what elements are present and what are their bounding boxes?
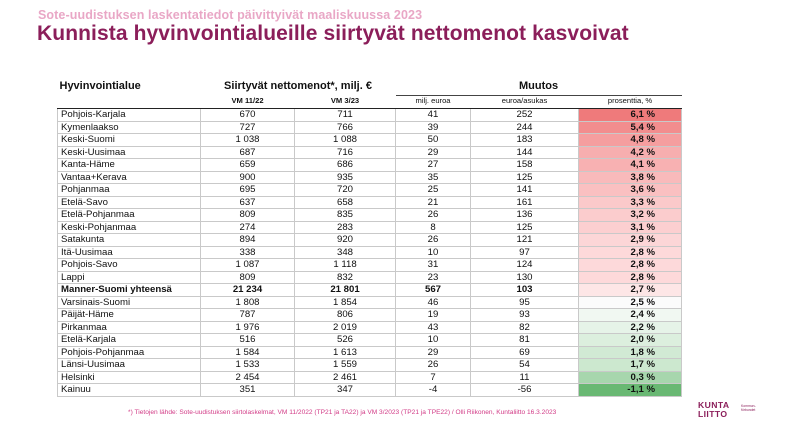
cell-vm3: 21 801 (295, 284, 396, 297)
cell-pct: 3,2 % (579, 209, 682, 222)
cell-asukas: 82 (471, 321, 579, 334)
cell-vm11: 809 (201, 209, 295, 222)
cell-milj: 19 (396, 309, 471, 322)
cell-name: Etelä-Pohjanmaa (58, 209, 201, 222)
cell-vm3: 935 (295, 171, 396, 184)
cell-name: Kanta-Häme (58, 159, 201, 172)
cell-milj: 8 (396, 221, 471, 234)
data-table (57, 80, 682, 397)
header-pros: prosenttia, % (579, 96, 682, 109)
cell-vm3: 1 118 (295, 259, 396, 272)
table-row (58, 171, 682, 184)
cell-vm11: 21 234 (201, 284, 295, 297)
cell-vm11: 809 (201, 271, 295, 284)
cell-vm11: 338 (201, 246, 295, 259)
cell-vm3: 711 (295, 109, 396, 122)
cell-pct: 4,8 % (579, 134, 682, 147)
cell-pct: 3,3 % (579, 196, 682, 209)
cell-milj: 39 (396, 121, 471, 134)
cell-asukas: -56 (471, 384, 579, 397)
cell-pct: 2,8 % (579, 246, 682, 259)
cell-pct: 2,7 % (579, 284, 682, 297)
cell-name: Pohjois-Karjala (58, 109, 201, 122)
cell-name: Keski-Suomi (58, 134, 201, 147)
cell-vm11: 787 (201, 309, 295, 322)
cell-asukas: 141 (471, 184, 579, 197)
cell-pct: 3,1 % (579, 221, 682, 234)
cell-name: Länsi-Uusimaa (58, 359, 201, 372)
table-row (58, 384, 682, 397)
cell-vm3: 1 854 (295, 296, 396, 309)
cell-milj: 25 (396, 184, 471, 197)
table-row (58, 159, 682, 172)
cell-name: Manner-Suomi yhteensä (58, 284, 201, 297)
header-vm11: VM 11/22 (201, 96, 295, 109)
table-row (58, 234, 682, 247)
cell-milj: 50 (396, 134, 471, 147)
cell-vm3: 686 (295, 159, 396, 172)
cell-milj: 567 (396, 284, 471, 297)
cell-asukas: 183 (471, 134, 579, 147)
cell-pct: 3,8 % (579, 171, 682, 184)
table-row (58, 196, 682, 209)
cell-asukas: 11 (471, 371, 579, 384)
cell-pct: -1,1 % (579, 384, 682, 397)
cell-asukas: 136 (471, 209, 579, 222)
cell-milj: 43 (396, 321, 471, 334)
cell-name: Itä-Uusimaa (58, 246, 201, 259)
source-footnote: *) Tietojen lähde: Sote-uudistuksen siirtolaskelmat, VM 11/2022 (TP21 ja TA22) ja VM 3/2023 (TP21 ja TPE22) / Olli Riikonen, Kuntaliitto 16.3.2023 (128, 409, 557, 416)
table-body (58, 109, 682, 397)
table-row (58, 121, 682, 134)
cell-vm11: 695 (201, 184, 295, 197)
cell-milj: 21 (396, 196, 471, 209)
kuntaliitto-logo (698, 401, 758, 427)
cell-pct: 3,6 % (579, 184, 682, 197)
cell-name: Pohjois-Savo (58, 259, 201, 272)
cell-pct: 2,4 % (579, 309, 682, 322)
cell-name: Varsinais-Suomi (58, 296, 201, 309)
cell-asukas: 103 (471, 284, 579, 297)
cell-asukas: 130 (471, 271, 579, 284)
cell-asukas: 69 (471, 346, 579, 359)
cell-name: Kymenlaakso (58, 121, 201, 134)
header-area: Hyvinvointialue (59, 80, 141, 92)
cell-milj: 29 (396, 346, 471, 359)
cell-milj: 35 (396, 171, 471, 184)
cell-name: Keski-Pohjanmaa (58, 221, 201, 234)
cell-asukas: 158 (471, 159, 579, 172)
table-row (58, 109, 682, 122)
cell-vm3: 1 613 (295, 346, 396, 359)
cell-asukas: 97 (471, 246, 579, 259)
logo-side-text: Kommun- förbundet (741, 404, 756, 412)
cell-vm11: 637 (201, 196, 295, 209)
table-row (58, 284, 682, 297)
cell-pct: 2,5 % (579, 296, 682, 309)
table-row (58, 246, 682, 259)
cell-vm11: 1 087 (201, 259, 295, 272)
cell-milj: 46 (396, 296, 471, 309)
cell-vm3: 1 559 (295, 359, 396, 372)
cell-vm3: 720 (295, 184, 396, 197)
cell-name: Helsinki (58, 371, 201, 384)
cell-vm11: 659 (201, 159, 295, 172)
cell-vm3: 835 (295, 209, 396, 222)
cell-vm11: 900 (201, 171, 295, 184)
cell-pct: 1,7 % (579, 359, 682, 372)
cell-milj: 10 (396, 246, 471, 259)
cell-milj: 10 (396, 334, 471, 347)
cell-vm3: 716 (295, 146, 396, 159)
cell-asukas: 81 (471, 334, 579, 347)
cell-vm11: 351 (201, 384, 295, 397)
cell-vm3: 832 (295, 271, 396, 284)
cell-pct: 2,8 % (579, 271, 682, 284)
table-row (58, 371, 682, 384)
cell-vm3: 2 461 (295, 371, 396, 384)
cell-vm3: 2 019 (295, 321, 396, 334)
cell-name: Pohjanmaa (58, 184, 201, 197)
table-row (58, 334, 682, 347)
cell-vm11: 1 976 (201, 321, 295, 334)
cell-pct: 6,1 % (579, 109, 682, 122)
cell-asukas: 244 (471, 121, 579, 134)
cell-name: Kainuu (58, 384, 201, 397)
cell-name: Etelä-Karjala (58, 334, 201, 347)
cell-vm11: 1 584 (201, 346, 295, 359)
table-row (58, 134, 682, 147)
cell-milj: 29 (396, 146, 471, 159)
cell-pct: 4,2 % (579, 146, 682, 159)
page-title: Kunnista hyvinvointialueille siirtyvät nettomenot kasvoivat (37, 22, 629, 45)
cell-name: Keski-Uusimaa (58, 146, 201, 159)
cell-pct: 2,2 % (579, 321, 682, 334)
header-milj: milj. euroa (396, 96, 471, 109)
table-row (58, 296, 682, 309)
table-row (58, 321, 682, 334)
cell-vm11: 274 (201, 221, 295, 234)
cell-milj: 27 (396, 159, 471, 172)
cell-vm3: 348 (295, 246, 396, 259)
header-vm3: VM 3/23 (295, 96, 396, 109)
cell-milj: -4 (396, 384, 471, 397)
cell-vm11: 1 038 (201, 134, 295, 147)
cell-vm3: 526 (295, 334, 396, 347)
cell-pct: 0,3 % (579, 371, 682, 384)
cell-asukas: 252 (471, 109, 579, 122)
cell-pct: 5,4 % (579, 121, 682, 134)
cell-vm3: 920 (295, 234, 396, 247)
cell-asukas: 125 (471, 221, 579, 234)
cell-milj: 41 (396, 109, 471, 122)
cell-milj: 26 (396, 359, 471, 372)
cell-asukas: 121 (471, 234, 579, 247)
cell-milj: 26 (396, 234, 471, 247)
table-row (58, 271, 682, 284)
cell-name: Pohjois-Pohjanmaa (58, 346, 201, 359)
cell-vm3: 1 088 (295, 134, 396, 147)
table-row (58, 184, 682, 197)
cell-name: Päijät-Häme (58, 309, 201, 322)
cell-vm11: 894 (201, 234, 295, 247)
header-muutos: Muutos (396, 80, 682, 96)
table-row (58, 209, 682, 222)
cell-vm11: 727 (201, 121, 295, 134)
cell-asukas: 95 (471, 296, 579, 309)
table-row (58, 146, 682, 159)
header-netto: Siirtyvät nettomenot*, milj. € (224, 80, 372, 92)
table-row (58, 259, 682, 272)
cell-name: Pirkanmaa (58, 321, 201, 334)
cell-vm11: 1 533 (201, 359, 295, 372)
logo-line2: LIITTO (698, 408, 728, 419)
cell-milj: 26 (396, 209, 471, 222)
cell-milj: 7 (396, 371, 471, 384)
logo-line1: KUNTA (698, 400, 730, 410)
cell-asukas: 161 (471, 196, 579, 209)
cell-vm11: 2 454 (201, 371, 295, 384)
cell-vm3: 658 (295, 196, 396, 209)
cell-asukas: 124 (471, 259, 579, 272)
cell-vm11: 687 (201, 146, 295, 159)
cell-vm3: 806 (295, 309, 396, 322)
cell-pct: 1,8 % (579, 346, 682, 359)
cell-pct: 2,9 % (579, 234, 682, 247)
cell-asukas: 144 (471, 146, 579, 159)
cell-vm3: 347 (295, 384, 396, 397)
cell-asukas: 93 (471, 309, 579, 322)
cell-pct: 2,0 % (579, 334, 682, 347)
header-blank (58, 96, 201, 109)
cell-milj: 23 (396, 271, 471, 284)
table-row (58, 309, 682, 322)
cell-vm11: 516 (201, 334, 295, 347)
table-row (58, 221, 682, 234)
cell-vm3: 766 (295, 121, 396, 134)
table-row (58, 359, 682, 372)
subtitle: Sote-uudistuksen laskentatiedot päivittyivät maaliskuussa 2023 (38, 8, 423, 22)
cell-asukas: 54 (471, 359, 579, 372)
cell-name: Etelä-Savo (58, 196, 201, 209)
header-asukas: euroa/asukas (471, 96, 579, 109)
cell-pct: 4,1 % (579, 159, 682, 172)
cell-name: Vantaa+Kerava (58, 171, 201, 184)
cell-milj: 31 (396, 259, 471, 272)
cell-vm11: 670 (201, 109, 295, 122)
cell-pct: 2,8 % (579, 259, 682, 272)
cell-name: Satakunta (58, 234, 201, 247)
cell-vm3: 283 (295, 221, 396, 234)
table-row (58, 346, 682, 359)
cell-vm11: 1 808 (201, 296, 295, 309)
cell-name: Lappi (58, 271, 201, 284)
cell-asukas: 125 (471, 171, 579, 184)
